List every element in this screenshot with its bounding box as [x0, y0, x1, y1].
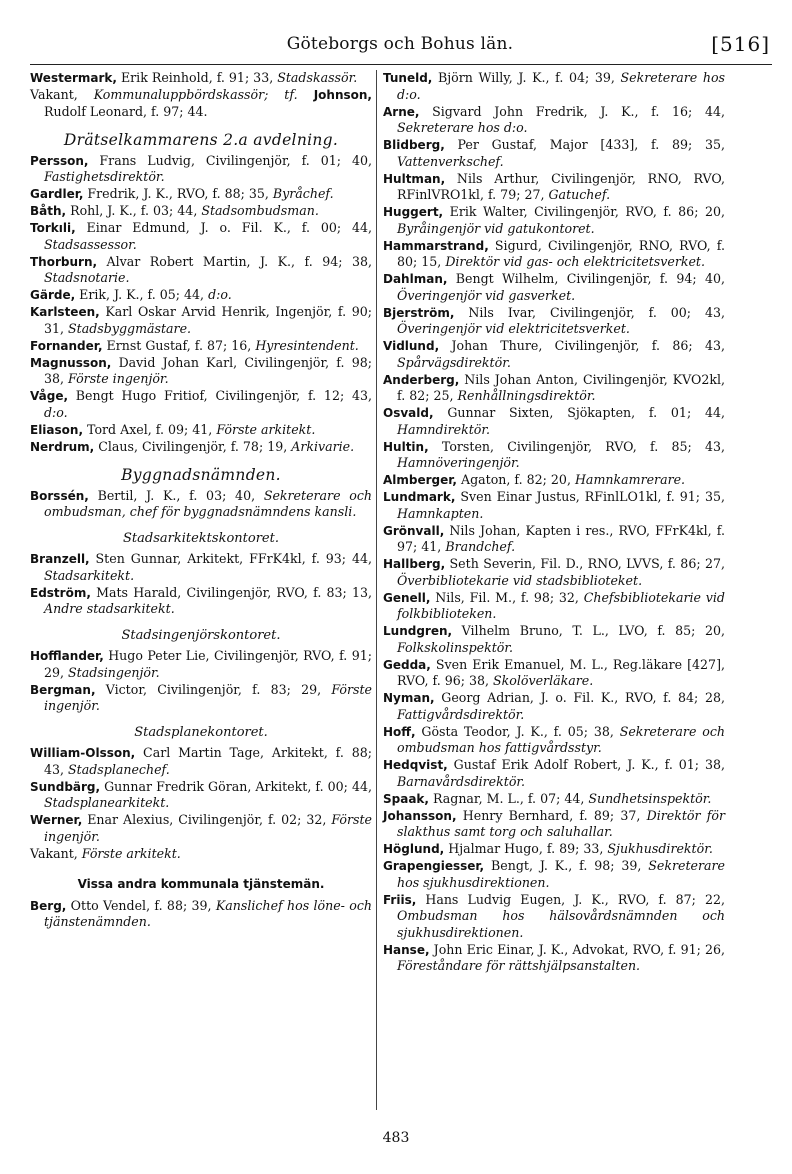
directory-entry [383, 171, 725, 204]
entry-details: Bengt, J. K., f. 98; 39, [484, 858, 649, 873]
directory-entry [30, 338, 372, 355]
entry-surname: Gardler, [30, 187, 84, 201]
subsection-heading: Stadsingenjörskontoret. [121, 627, 281, 643]
directory-entry [383, 657, 725, 690]
entry-surname: William-Olsson, [30, 746, 136, 760]
directory-entry [383, 892, 725, 942]
entry-surname: Johansson, [383, 808, 457, 823]
entry-title: Stadsassessor. [44, 236, 137, 252]
entry-details: Erik Reinhold, f. 91; 33, [116, 70, 278, 85]
directory-entry [30, 745, 372, 778]
entry-title: Överingenjör vid gasverket. [397, 287, 576, 303]
entry-details: Ragnar, M. L., f. 07; 44, [428, 790, 589, 806]
entry-title: Sekreterare och ombudsman, chef för byggnadsnämndens kansli. [44, 487, 373, 519]
entry-title: Kommunaluppbördskassör; tf. [93, 87, 298, 102]
directory-entry [383, 338, 725, 371]
entry-surname: Nyman, [383, 691, 435, 705]
entry-title: Sekreterare hos d:o. [397, 70, 725, 102]
directory-entry [30, 846, 372, 863]
entry-details: Karl Oskar Arvid Henrik, Ingenjör, f. 90; 31, [44, 304, 372, 336]
entry-title: Direktör vid gas- och elektricitetsverket. [445, 254, 705, 269]
entry-title: Chefsbibliotekarie vid folkbiblioteken. [397, 589, 725, 621]
entry-surname: Hultman, [383, 171, 446, 186]
entry-details: Victor, Civilingenjör, f. 83; 29, [95, 681, 332, 697]
directory-entry [383, 70, 725, 103]
entry-title: Spårvägsdirektör. [397, 354, 511, 370]
entry-surname: Osvald, [383, 406, 434, 420]
entry-title: Arkivarie. [291, 438, 355, 454]
entry-title: Sekreterare och ombudsman hos fattigvårdsstyr. [397, 723, 725, 755]
entry-surname: Hallberg, [383, 557, 446, 571]
column-divider [376, 70, 377, 1110]
entry-details: Claus, Civilingenjör, f. 78; 19, [94, 438, 292, 454]
directory-entry [30, 186, 372, 203]
directory-entry [383, 791, 725, 808]
entry-details: Vakant, [30, 845, 82, 861]
directory-entry [30, 585, 372, 618]
entry-details: Per Gustaf, Major [433], f. 89; 35, [444, 137, 725, 152]
entry-title: Hamnöveringenjör. [397, 455, 520, 470]
directory-entry [30, 203, 372, 220]
directory-entry [383, 204, 725, 237]
entry-surname: Anderberg, [383, 372, 460, 387]
directory-entry [30, 648, 372, 681]
entry-surname: Thorburn, [30, 254, 98, 269]
entry-title: Andre stadsarkitekt. [44, 601, 175, 616]
entry-surname: Persson, [30, 153, 89, 168]
section-heading: Drätselkammarens 2.a avdelning. [63, 131, 339, 149]
entry-surname: Borssén, [30, 488, 89, 503]
entry-surname: Vidlund, [383, 339, 440, 353]
entry-surname: Grönvall, [383, 523, 445, 538]
header-rule [30, 64, 772, 65]
entry-details: Rudolf Leonard, f. 97; 44. [44, 103, 208, 119]
entry-surname: Dahlman, [383, 272, 448, 286]
directory-entry [30, 898, 372, 931]
entry-surname: Blidberg, [383, 138, 445, 152]
entry-details: Vakant, [30, 87, 94, 102]
entry-title: Kanslichef hos löne- och tjänstenämnden. [44, 897, 372, 929]
directory-entry [30, 779, 372, 812]
entry-surname: Torkıli, [30, 221, 76, 235]
entry-details: Nils Johan, Kapten i res., RVO, FFrK4kl, f. 97; 41, [397, 522, 725, 554]
entry-surname: Höglund, [383, 842, 445, 856]
entry-surname: Almberger, [383, 473, 457, 487]
directory-entry [30, 87, 372, 120]
entry-title: Sekreterare hos sjukhusdirektionen. [397, 858, 725, 890]
entry-title: Stadskassör. [277, 70, 358, 85]
directory-entry [383, 724, 725, 757]
entry-details: Gunnar Sixten, Sjökapten, f. 01; 44, [433, 405, 725, 420]
entry-details: Georg Adrian, J. o. Fil. K., RVO, f. 84; 28, [434, 690, 725, 705]
entry-details: Fredrik, J. K., RVO, f. 88; 35, [83, 186, 273, 201]
entry-details: Agaton, f. 82; 20, [457, 472, 575, 487]
entry-surname: Arne, [383, 104, 420, 119]
entry-surname: Fornander, [30, 338, 103, 353]
entry-details: Hans Ludvig Eugen, J. K., RVO, f. 87; 22, [416, 891, 725, 907]
entry-details: Mats Harald, Civilingenjör, RVO, f. 83; 13, [90, 584, 372, 600]
entry-surname: Hofflander, [30, 649, 104, 663]
entry-title: Direktör för slakthus samt torg och saluhallar. [397, 807, 725, 839]
entry-details: Gustaf Erik Adolf Robert, J. K., f. 01; 38, [447, 757, 725, 772]
entry-title: Sjukhusdirektör. [607, 841, 713, 856]
directory-entry [30, 551, 372, 584]
directory-entry [30, 70, 372, 87]
entry-title: Föreståndare för rättshjälpsanstalten. [397, 958, 641, 973]
directory-entry [383, 858, 725, 891]
directory-entry [383, 472, 725, 489]
entry-details: Sven Einar Justus, RFinlLO1kl, f. 91; 35, [455, 489, 725, 504]
entry-details: Erik, J. K., f. 05; 44, [75, 287, 209, 302]
entry-details: Einar Edmund, J. o. Fil. K., f. 00; 44, [75, 220, 372, 235]
entry-details: Johan Thure, Civilingenjör, f. 86; 43, [439, 338, 725, 353]
entry-surname: Eliason, [30, 422, 84, 437]
entry-title: d:o. [44, 404, 68, 420]
entry-details: Sigvard John Fredrik, J. K., f. 16; 44, [419, 103, 725, 119]
entry-details: Sven Erik Emanuel, M. L., Reg.läkare [427], RVO, f. 96; 38, [397, 656, 725, 688]
directory-entry [383, 556, 725, 589]
directory-entry [30, 355, 372, 388]
entry-details: Ernst Gustaf, f. 87; 16, [102, 337, 256, 353]
entry-title: Stadsplanearkitekt. [44, 795, 170, 810]
entry-surname: Gärde, [30, 288, 76, 302]
directory-entry [30, 439, 372, 456]
entry-details: Hjalmar Hugo, f. 89; 33, [444, 841, 608, 856]
entry-details: Sigurd, Civilingenjör, RNO, RVO, f. 80; 15, [397, 237, 725, 269]
directory-entry [383, 590, 725, 623]
entry-surname: Branzell, [30, 552, 90, 566]
entry-title: Fastighetsdirektör. [44, 169, 165, 184]
subsection-heading: Stadsplanekontoret. [134, 724, 268, 740]
directory-entry [30, 287, 372, 304]
entry-title: Folkskolinspektör. [397, 639, 514, 655]
directory-entry [383, 439, 725, 472]
entry-title: Förste ingenjör. [44, 812, 372, 844]
entry-surname: Tuneld, [383, 71, 433, 85]
entry-title: Skolöverläkare. [493, 673, 594, 688]
entry-surname: Spaak, [383, 791, 429, 806]
entry-title: d:o. [208, 287, 232, 302]
entry-title: Gatuchef. [548, 187, 611, 202]
entry-details: David Johan Karl, Civilingenjör, f. 98; 38, [44, 354, 372, 386]
entry-surname: Genell, [383, 590, 431, 605]
page-header [30, 34, 770, 60]
entry-details: Alvar Robert Martin, J. K., f. 94; 38, [97, 253, 372, 269]
directory-entry [383, 841, 725, 858]
entry-surname: Grapengiesser, [383, 859, 485, 873]
entry-title: Stadsbyggmästare. [68, 320, 192, 336]
entry-surname: Hultin, [383, 439, 429, 454]
entry-details: Henry Bernhard, f. 89; 37, [456, 807, 647, 823]
entry-details: Tord Axel, f. 09; 41, [83, 421, 217, 437]
entry-title: Fattigvårdsdirektör. [397, 706, 525, 722]
entry-title: Stadsarkitekt. [44, 567, 135, 583]
entry-title: Byråchef. [272, 186, 334, 201]
entry-title: Vattenverkschef. [397, 153, 504, 169]
entry-details: Erik Walter, Civilingenjör, RVO, f. 86; 20, [443, 204, 725, 219]
entry-surname: Våge, [30, 389, 69, 403]
entry-title: Stadsplanechef. [68, 761, 170, 777]
directory-entry [383, 405, 725, 438]
entry-title: Överingenjör vid elektricitetsverket. [397, 321, 630, 336]
entry-details: Vilhelm Bruno, T. L., LVO, f. 85; 20, [452, 623, 725, 638]
entry-title: Renhållningsdirektör. [457, 388, 596, 403]
entry-details: Sten Gunnar, Arkitekt, FFrK4kl, f. 93; 44, [89, 551, 372, 566]
entry-details: Gösta Teodor, J. K., f. 05; 38, [415, 723, 620, 739]
directory-entry [383, 523, 725, 556]
entry-surname: Hedqvist, [383, 758, 448, 772]
directory-entry [383, 489, 725, 522]
directory-entry [30, 422, 372, 439]
entry-details: Bertil, J. K., f. 03; 40, [88, 487, 264, 503]
directory-entry [30, 254, 372, 287]
entry-title: Förste arkitekt. [81, 845, 181, 861]
directory-entry [383, 623, 725, 656]
entry-details: Enar Alexius, Civilingenjör, f. 02; 32, [82, 812, 332, 827]
entry-title: Förste ingenjör. [44, 681, 372, 713]
entry-title: Överbibliotekarie vid stadsbiblioteket. [397, 572, 643, 588]
directory-entry [383, 757, 725, 790]
entry-surname: Lundmark, [383, 490, 456, 504]
subsection-heading: Stadsarkitektskontoret. [123, 530, 279, 546]
entry-surname: Edström, [30, 585, 91, 600]
entry-surname: Friis, [383, 892, 417, 907]
entry-surname: Hammarstrand, [383, 238, 489, 253]
entry-surname: Nerdrum, [30, 439, 95, 454]
entry-surname: Johnson, [297, 88, 372, 102]
entry-title: Byråingenjör vid gatukontoret. [397, 220, 595, 236]
entry-details: Nils, Fil. M., f. 98; 32, [430, 589, 584, 605]
directory-entry [383, 104, 725, 137]
directory-entry [383, 808, 725, 841]
page-title: Göteborgs och Bohus län. [286, 34, 514, 54]
entry-surname: Bjerström, [383, 305, 455, 320]
directory-entry [30, 153, 372, 186]
directory-entry [30, 220, 372, 253]
entry-title: Sekreterare hos d:o. [397, 120, 528, 135]
page-number: 483 [382, 1130, 410, 1146]
entry-surname: Lundgren, [383, 624, 453, 638]
directory-entry [383, 271, 725, 304]
entry-surname: Berg, [30, 898, 67, 913]
entry-surname: Gedda, [383, 657, 431, 672]
entry-surname: Hanse, [383, 942, 430, 957]
entry-details: Nils Arthur, Civilingenjör, RNO, RVO, RFinlVRO1kl, f. 79; 27, [397, 170, 725, 202]
entry-title: Barnavårdsdirektör. [397, 773, 526, 789]
section-heading: Byggnadsnämnden. [121, 466, 281, 484]
entry-details: Frans Ludvig, Civilingenjör, f. 01; 40, [88, 152, 372, 168]
directory-entry [30, 388, 372, 421]
entry-details: Björn Willy, J. K., f. 04; 39, [432, 70, 621, 85]
page-reference: [516] [711, 32, 770, 56]
directory-entry [30, 304, 372, 337]
entry-title: Sundhetsinspektör. [588, 790, 712, 806]
entry-title: Stadsombudsman. [201, 203, 319, 218]
entry-title: Förste arkitekt. [216, 421, 316, 437]
directory-entry [30, 812, 372, 845]
entry-details: Torsten, Civilingenjör, RVO, f. 85; 43, [428, 438, 725, 454]
entry-title: Brandchef. [445, 539, 516, 554]
directory-entry [383, 137, 725, 170]
entry-details: Carl Martin Tage, Arkitekt, f. 88; 43, [44, 745, 372, 777]
entry-details: Bengt Wilhelm, Civilingenjör, f. 94; 40, [447, 271, 725, 286]
directory-entry [30, 682, 372, 715]
directory-entry [383, 372, 725, 405]
right-column [383, 70, 725, 975]
entry-title: Hamnkapten. [397, 505, 484, 521]
entry-details: Rohl, J. K., f. 03; 44, [66, 203, 202, 218]
directory-entry [383, 690, 725, 723]
entry-details: Gunnar Fredrik Göran, Arkitekt, f. 00; 44, [100, 778, 372, 794]
left-column [30, 70, 372, 931]
entry-details: Nils Ivar, Civilingenjör, f. 00; 43, [454, 304, 725, 320]
entry-title: Ombudsman hos hälsovårdsnämnden och sjukhusdirektionen. [397, 908, 725, 940]
directory-entry [383, 305, 725, 338]
entry-title: Stadsingenjör. [68, 664, 160, 680]
entry-title: Hamndirektör. [397, 421, 491, 437]
entry-surname: Sundbärg, [30, 779, 101, 794]
directory-entry [30, 488, 372, 521]
entry-surname: Hoff, [383, 724, 416, 739]
entry-details: Nils Johan Anton, Civilingenjör, KVO2kl, f. 82; 25, [397, 371, 725, 403]
entry-details: Seth Severin, Fil. D., RNO, LVVS, f. 86; 27, [445, 556, 725, 571]
entry-details: John Eric Einar, J. K., Advokat, RVO, f. 91; 26, [429, 941, 725, 957]
entry-title: Förste ingenjör. [68, 371, 169, 386]
entry-title: Stadsnotarie. [44, 270, 130, 285]
entry-surname: Karlsteen, [30, 305, 100, 319]
entry-details: Otto Vendel, f. 88; 39, [66, 897, 216, 913]
entry-surname: Westermark, [30, 71, 117, 85]
directory-entry [383, 942, 725, 975]
entry-title: Hyresintendent. [255, 337, 359, 353]
entry-surname: Werner, [30, 813, 83, 827]
directory-entry [383, 238, 725, 271]
entry-surname: Båth, [30, 204, 67, 218]
entry-title: Hamnkamrerare. [574, 472, 686, 487]
entry-surname: Bergman, [30, 682, 96, 697]
entry-surname: Magnusson, [30, 355, 112, 370]
group-heading: Vissa andra kommunala tjänstemän. [77, 877, 325, 891]
entry-surname: Huggert, [383, 205, 444, 219]
entry-details: Hugo Peter Lie, Civilingenjör, RVO, f. 91; 29, [44, 648, 372, 680]
entry-details: Bengt Hugo Fritiof, Civilingenjör, f. 12; 43, [68, 388, 372, 403]
